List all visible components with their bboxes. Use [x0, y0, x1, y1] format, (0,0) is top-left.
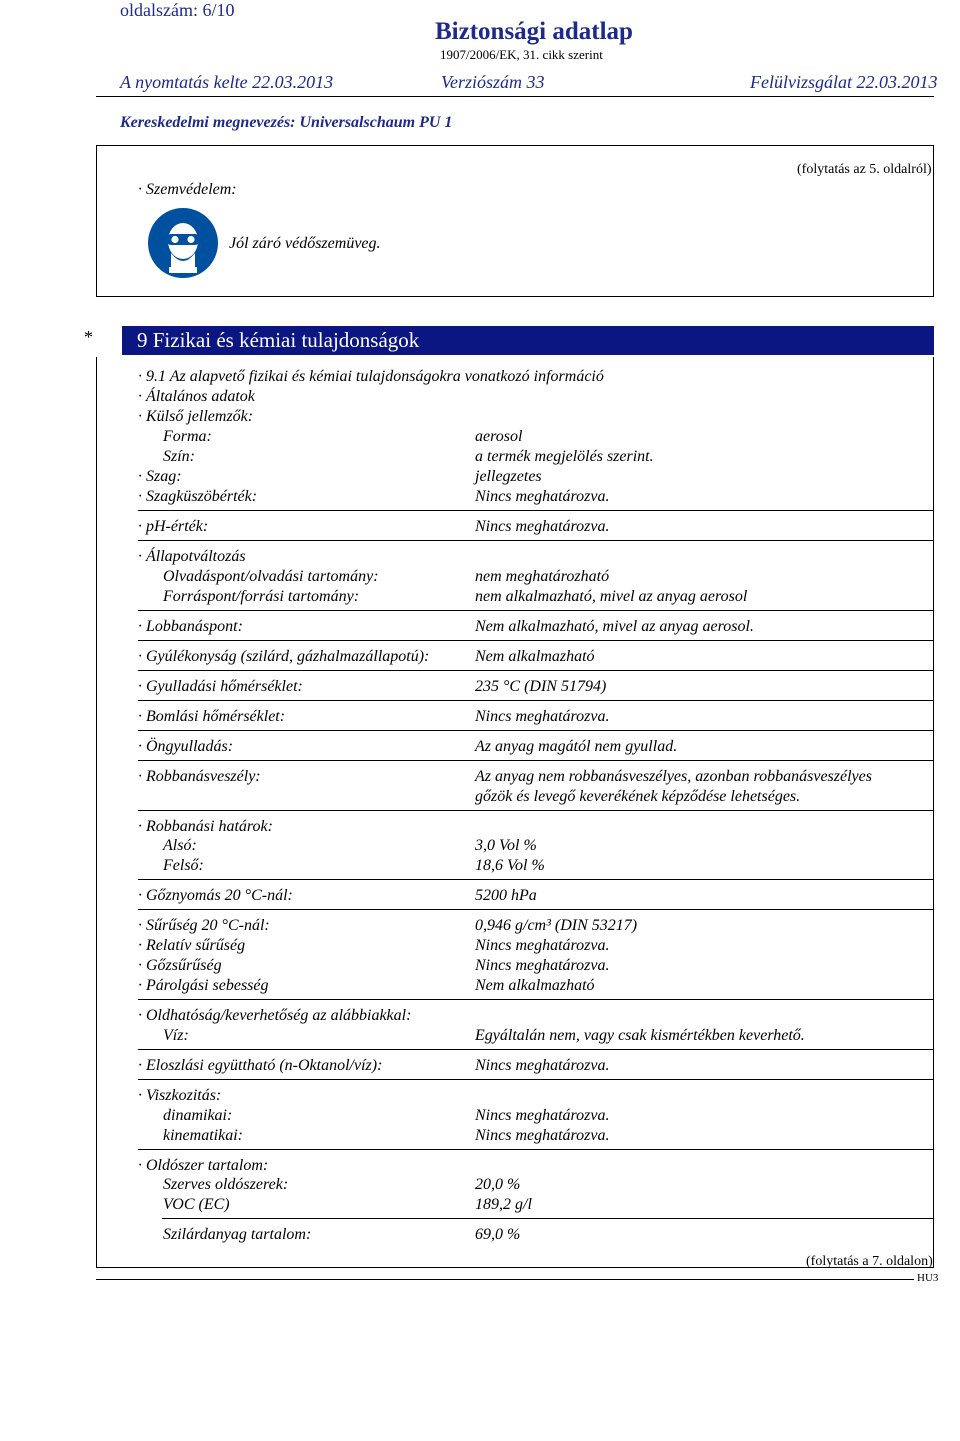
- property-label: · Gőznyomás 20 °C-nál:: [138, 887, 293, 904]
- property-row: [138, 587, 934, 607]
- property-label: · Gőzsűrűség: [138, 957, 222, 974]
- property-row: [138, 1156, 934, 1176]
- property-label: · Bomlási hőmérséklet:: [138, 708, 286, 725]
- property-row: [138, 1086, 934, 1106]
- property-value: 69,0 %: [475, 1226, 521, 1243]
- property-value: 0,946 g/cm³ (DIN 53217): [475, 917, 638, 934]
- property-row: [138, 677, 934, 697]
- continued-from-note: (folytatás az 5. oldalról): [797, 162, 932, 177]
- property-value: Az anyag nem robbanásveszélyes, azonban robbanásveszélyes: [475, 768, 872, 785]
- property-row: [138, 367, 934, 387]
- property-row: [138, 1056, 934, 1076]
- continued-to-note: (folytatás a 7. oldalon): [806, 1254, 933, 1269]
- property-row: [138, 1225, 934, 1245]
- property-row: [138, 916, 934, 936]
- row-divider: [138, 909, 934, 910]
- property-label: · Lobbanáspont:: [138, 618, 243, 635]
- property-label: · Külső jellemzők:: [138, 408, 254, 425]
- row-divider: [138, 879, 934, 880]
- property-row: [138, 487, 934, 507]
- property-row: [138, 517, 934, 537]
- property-label: Szilárdanyag tartalom:: [163, 1226, 312, 1243]
- print-date: A nyomtatás kelte 22.03.2013: [120, 72, 334, 92]
- property-value: Nem alkalmazható, mivel az anyag aerosol.: [475, 618, 754, 635]
- property-row: [138, 936, 934, 956]
- property-value: gőzök és levegő keverékének képződése lehetséges.: [475, 788, 801, 805]
- property-row: [138, 707, 934, 727]
- property-row: [138, 976, 934, 996]
- document-subtitle: 1907/2006/EK, 31. cikk szerint: [440, 47, 603, 62]
- property-label: · Oldószer tartalom:: [138, 1157, 269, 1174]
- revision-date: Felülvizsgálat 22.03.2013: [750, 72, 938, 92]
- property-row: [138, 737, 934, 757]
- document-title: Biztonsági adatlap: [435, 18, 633, 45]
- property-label: · Párolgási sebesség: [138, 977, 269, 994]
- property-value: nem alkalmazható, mivel az anyag aerosol: [475, 588, 748, 605]
- property-label: · Relatív sűrűség: [138, 937, 246, 954]
- goggles-mandatory-icon: [147, 207, 219, 279]
- row-divider: [138, 999, 934, 1000]
- property-value: Nem alkalmazható: [475, 977, 595, 994]
- property-label: · Sűrűség 20 °C-nál:: [138, 917, 270, 934]
- property-value: 235 °C (DIN 51794): [475, 678, 607, 695]
- property-row: [138, 567, 934, 587]
- property-value: Nincs meghatározva.: [475, 708, 610, 725]
- footer-divider: [96, 1279, 914, 1280]
- row-divider: [138, 610, 934, 611]
- property-value: Nincs meghatározva.: [475, 1107, 610, 1124]
- property-row: [138, 767, 934, 787]
- property-label: · 9.1 Az alapvető fizikai és kémiai tulajdonságokra vonatkozó információ: [138, 368, 604, 385]
- property-label: · Eloszlási együttható (n-Oktanol/víz):: [138, 1057, 383, 1074]
- property-label: · Viszkozitás:: [138, 1087, 222, 1104]
- property-value: 189,2 g/l: [475, 1196, 532, 1213]
- property-row: [138, 836, 934, 856]
- property-label: · Állapotváltozás: [138, 548, 246, 565]
- row-divider: [138, 700, 934, 701]
- property-row: [138, 617, 934, 637]
- property-row: [138, 547, 934, 567]
- property-label: VOC (EC): [163, 1196, 230, 1213]
- property-value: Nincs meghatározva.: [475, 957, 610, 974]
- eye-protection-text: Jól záró védőszemüveg.: [229, 235, 381, 252]
- property-label: · Oldhatóság/keverhetőség az alábbiakkal:: [138, 1007, 412, 1024]
- property-label: Forma:: [163, 428, 212, 445]
- property-row: [138, 467, 934, 487]
- row-divider: [138, 640, 934, 641]
- property-row: [138, 427, 934, 447]
- property-row: [138, 647, 934, 667]
- property-row: [138, 407, 934, 427]
- property-label: Olvadáspont/olvadási tartomány:: [163, 568, 379, 585]
- version-number: Verziószám 33: [441, 72, 545, 92]
- page-number: oldalszám: 6/10: [120, 0, 235, 20]
- property-value: Az anyag magától nem gyullad.: [475, 738, 678, 755]
- property-value: 5200 hPa: [475, 887, 537, 904]
- property-row: [138, 1175, 934, 1195]
- row-divider: [138, 510, 934, 511]
- row-divider: [138, 760, 934, 761]
- property-row: [138, 956, 934, 976]
- property-label: dinamikai:: [163, 1107, 233, 1124]
- property-label: Alsó:: [163, 837, 197, 854]
- revision-star-mark: *: [84, 327, 93, 347]
- property-label: Víz:: [163, 1027, 189, 1044]
- property-label: · Robbanásveszély:: [138, 768, 261, 785]
- property-label: · Szag:: [138, 468, 182, 485]
- property-label: Szerves oldószerek:: [163, 1176, 289, 1193]
- property-value: 3,0 Vol %: [475, 837, 537, 854]
- property-value: Egyáltalán nem, vagy csak kismértékben keverhető.: [475, 1027, 805, 1044]
- property-row: [138, 387, 934, 407]
- property-row: [138, 886, 934, 906]
- property-value: Nincs meghatározva.: [475, 1057, 610, 1074]
- property-label: · Gyúlékonyság (szilárd, gázhalmazállapotú):: [138, 648, 430, 665]
- property-value: 20,0 %: [475, 1176, 521, 1193]
- property-label: · pH-érték:: [138, 518, 209, 535]
- header-divider: [96, 96, 934, 97]
- property-label: · Gyulladási hőmérséklet:: [138, 678, 303, 695]
- property-value: Nem alkalmazható: [475, 648, 595, 665]
- property-label: kinematikai:: [163, 1127, 243, 1144]
- property-label: Forráspont/forrási tartomány:: [163, 588, 360, 605]
- property-row: [138, 447, 934, 467]
- property-value: 18,6 Vol %: [475, 857, 545, 874]
- row-divider: [138, 1149, 934, 1150]
- row-divider: [138, 1049, 934, 1050]
- property-label: Felső:: [163, 857, 204, 874]
- property-value: Nincs meghatározva.: [475, 488, 610, 505]
- property-row: [138, 1006, 934, 1026]
- property-label: · Robbanási határok:: [138, 818, 273, 835]
- property-row: [138, 1126, 934, 1146]
- section-9-title: 9 Fizikai és kémiai tulajdonságok: [122, 326, 934, 355]
- property-label: · Szagküszöbérték:: [138, 488, 258, 505]
- property-row: [138, 817, 934, 837]
- eye-protection-label: · Szemvédelem:: [138, 181, 237, 198]
- property-label: · Általános adatok: [138, 388, 255, 405]
- row-divider: [138, 730, 934, 731]
- row-divider: [162, 1218, 934, 1219]
- property-row: [138, 1026, 934, 1046]
- property-label: Szín:: [163, 448, 195, 465]
- row-divider: [138, 1079, 934, 1080]
- property-value: nem meghatározható: [475, 568, 610, 585]
- property-row: [138, 1106, 934, 1126]
- property-row: [138, 1195, 934, 1215]
- property-value: aerosol: [475, 428, 523, 445]
- property-value: jellegzetes: [475, 468, 542, 485]
- property-value: a termék megjelölés szerint.: [475, 448, 654, 465]
- property-row: [138, 856, 934, 876]
- language-code: HU3: [917, 1272, 939, 1284]
- property-label: · Öngyulladás:: [138, 738, 234, 755]
- row-divider: [138, 670, 934, 671]
- trade-name: Kereskedelmi megnevezés: Universalschaum PU 1: [120, 114, 453, 131]
- row-divider: [138, 810, 934, 811]
- property-value: Nincs meghatározva.: [475, 937, 610, 954]
- row-divider: [138, 540, 934, 541]
- property-value: Nincs meghatározva.: [475, 1127, 610, 1144]
- property-row: [138, 787, 934, 807]
- property-value: Nincs meghatározva.: [475, 518, 610, 535]
